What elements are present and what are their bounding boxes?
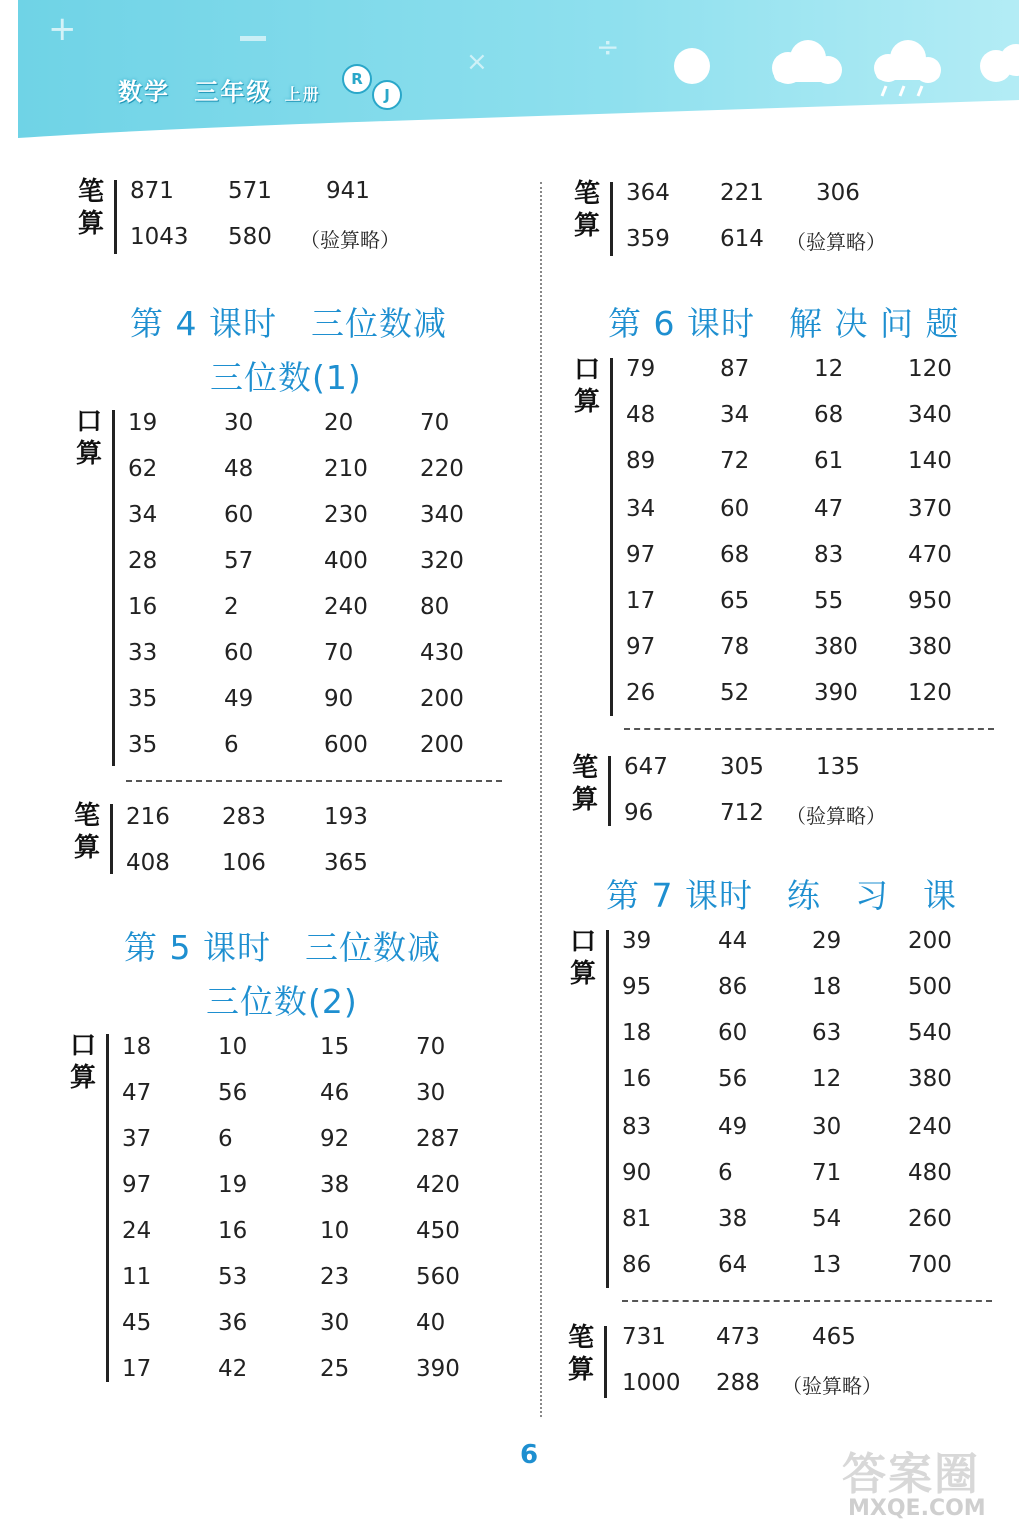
answer-cell: 200 <box>908 928 952 954</box>
answer-cell: 6 <box>718 1160 733 1186</box>
answer-cell: 450 <box>416 1218 460 1244</box>
answer-cell: 86 <box>622 1252 652 1278</box>
answer-cell: 10 <box>218 1034 248 1060</box>
answer-cell: （验算略） <box>786 230 886 254</box>
answer-cell: 16 <box>218 1218 248 1244</box>
answer-cell: 97 <box>122 1172 152 1198</box>
answer-cell: 25 <box>320 1356 350 1382</box>
answer-cell: 48 <box>626 402 656 428</box>
block-label: 笔算 <box>73 801 100 863</box>
section-title-lesson-5: 第 5 课时 三位数减 <box>124 928 441 967</box>
answer-cell: 96 <box>624 800 654 826</box>
book-title <box>118 72 321 107</box>
answer-cell: 68 <box>814 402 844 428</box>
answer-cell: 87 <box>720 356 750 382</box>
answer-cell: 97 <box>626 634 656 660</box>
subject-label: 数学 <box>118 78 170 106</box>
answer-cell: 370 <box>908 496 952 522</box>
block-label: 口算 <box>573 355 600 417</box>
answer-cell: 15 <box>320 1034 350 1060</box>
answer-cell: 200 <box>420 686 464 712</box>
block-label: 口算 <box>75 407 102 469</box>
answer-cell: 60 <box>224 502 254 528</box>
answer-cell: 614 <box>720 226 764 252</box>
answer-cell: 89 <box>626 448 656 474</box>
answer-cell: 56 <box>718 1066 748 1092</box>
answer-cell: 26 <box>626 680 656 706</box>
answer-cell: 473 <box>716 1324 760 1350</box>
answer-cell: 19 <box>128 410 158 436</box>
answer-cell: 47 <box>122 1080 152 1106</box>
answer-cell: 420 <box>416 1172 460 1198</box>
answer-cell: 92 <box>320 1126 350 1152</box>
answer-cell: 470 <box>908 542 952 568</box>
block-bar <box>604 1326 607 1398</box>
dashed-separator <box>624 728 994 730</box>
answer-cell: 30 <box>812 1114 842 1140</box>
answer-cell: 90 <box>324 686 354 712</box>
answer-cell: 61 <box>814 448 844 474</box>
answer-cell: 500 <box>908 974 952 1000</box>
answer-cell: 120 <box>908 680 952 706</box>
block-label: 口算 <box>69 1031 96 1093</box>
answer-cell: 6 <box>224 732 239 758</box>
answer-cell: 38 <box>718 1206 748 1232</box>
answer-cell: 16 <box>622 1066 652 1092</box>
answer-cell: 390 <box>814 680 858 706</box>
answer-cell: 33 <box>128 640 158 666</box>
answer-cell: 23 <box>320 1264 350 1290</box>
answer-cell: 365 <box>324 850 368 876</box>
answer-cell: 390 <box>416 1356 460 1382</box>
answer-cell: 34 <box>626 496 656 522</box>
edition-badge-j: J <box>372 80 402 110</box>
answer-cell: 29 <box>812 928 842 954</box>
answer-cell: 64 <box>718 1252 748 1278</box>
answer-cell: 240 <box>908 1114 952 1140</box>
answer-cell: 12 <box>812 1066 842 1092</box>
answer-cell: 30 <box>416 1080 446 1106</box>
answer-cell: 364 <box>626 180 670 206</box>
answer-cell: 200 <box>420 732 464 758</box>
answer-cell: 288 <box>716 1370 760 1396</box>
answer-cell: 42 <box>218 1356 248 1382</box>
answer-cell: 941 <box>326 178 370 204</box>
answer-cell: 380 <box>814 634 858 660</box>
watermark-url: MXQE.COM <box>848 1496 986 1521</box>
answer-cell: 10 <box>320 1218 350 1244</box>
answer-cell: 571 <box>228 178 272 204</box>
dashed-separator <box>622 1300 992 1302</box>
block-bar <box>106 1034 109 1382</box>
answer-cell: 380 <box>908 634 952 660</box>
answer-cell: 47 <box>814 496 844 522</box>
answer-cell: 210 <box>324 456 368 482</box>
answer-cell: 53 <box>218 1264 248 1290</box>
answer-cell: 647 <box>624 754 668 780</box>
column-divider <box>540 182 542 1417</box>
answer-cell: 37 <box>122 1126 152 1152</box>
answer-cell: 18 <box>122 1034 152 1060</box>
answer-cell: 400 <box>324 548 368 574</box>
answer-cell: 40 <box>416 1310 446 1336</box>
answer-cell: 44 <box>718 928 748 954</box>
answer-cell: 38 <box>320 1172 350 1198</box>
block-bar <box>610 182 613 256</box>
answer-cell: 359 <box>626 226 670 252</box>
answer-cell: 17 <box>122 1356 152 1382</box>
dashed-separator <box>126 780 502 782</box>
answer-cell: 283 <box>222 804 266 830</box>
answer-cell: 56 <box>218 1080 248 1106</box>
answer-cell: 306 <box>816 180 860 206</box>
answer-cell: 57 <box>224 548 254 574</box>
edition-badge-r: R <box>342 64 372 94</box>
answer-cell: 54 <box>812 1206 842 1232</box>
answer-cell: 135 <box>816 754 860 780</box>
answer-cell: 80 <box>420 594 450 620</box>
block-bar <box>610 358 613 716</box>
answer-cell: 340 <box>908 402 952 428</box>
answer-cell: 216 <box>126 804 170 830</box>
answer-cell: 221 <box>720 180 764 206</box>
answer-cell: 12 <box>814 356 844 382</box>
answer-cell: 17 <box>626 588 656 614</box>
answer-cell: 380 <box>908 1066 952 1092</box>
answer-cell: 18 <box>812 974 842 1000</box>
answer-cell: 11 <box>122 1264 152 1290</box>
answer-cell: 340 <box>420 502 464 528</box>
answer-cell: 71 <box>812 1160 842 1186</box>
block-label: 笔算 <box>571 753 598 815</box>
answer-cell: 700 <box>908 1252 952 1278</box>
answer-cell: 871 <box>130 178 174 204</box>
answer-cell: 70 <box>324 640 354 666</box>
watermark <box>842 1438 1012 1528</box>
answer-cell: 36 <box>218 1310 248 1336</box>
section-title-lesson-7: 第 7 课时 练 习 课 <box>606 876 957 915</box>
answer-cell: 35 <box>128 686 158 712</box>
answer-cell: 70 <box>420 410 450 436</box>
page-number: 6 <box>520 1440 539 1470</box>
header-banner <box>18 0 1019 138</box>
answer-cell: 49 <box>224 686 254 712</box>
answer-cell: 52 <box>720 680 750 706</box>
answer-cell: 60 <box>224 640 254 666</box>
banner-background <box>18 0 1019 138</box>
answer-cell: 65 <box>720 588 750 614</box>
answer-cell: 83 <box>814 542 844 568</box>
answer-cell: 260 <box>908 1206 952 1232</box>
answer-cell: 30 <box>224 410 254 436</box>
block-bar <box>110 804 113 874</box>
answer-cell: 193 <box>324 804 368 830</box>
answer-cell: 13 <box>812 1252 842 1278</box>
answer-cell: 81 <box>622 1206 652 1232</box>
answer-cell: 35 <box>128 732 158 758</box>
answer-cell: 480 <box>908 1160 952 1186</box>
answer-cell: 20 <box>324 410 354 436</box>
answer-cell: 600 <box>324 732 368 758</box>
answer-cell: 39 <box>622 928 652 954</box>
answer-cell: 97 <box>626 542 656 568</box>
answer-cell: 55 <box>814 588 844 614</box>
answer-cell: 49 <box>718 1114 748 1140</box>
answer-cell: 95 <box>622 974 652 1000</box>
answer-cell: 305 <box>720 754 764 780</box>
block-label: 笔算 <box>573 179 600 241</box>
watermark-logo: 答案圈 <box>842 1449 980 1500</box>
answer-cell: 24 <box>122 1218 152 1244</box>
answer-cell: 220 <box>420 456 464 482</box>
answer-cell: 430 <box>420 640 464 666</box>
answer-cell: （验算略） <box>786 804 886 828</box>
answer-cell: （验算略） <box>300 228 400 252</box>
answer-cell: 731 <box>622 1324 666 1350</box>
volume-label: 上册 <box>284 85 321 104</box>
block-bar <box>112 410 115 766</box>
answer-cell: 950 <box>908 588 952 614</box>
answer-cell: 120 <box>908 356 952 382</box>
answer-cell: 28 <box>128 548 158 574</box>
answer-cell: 287 <box>416 1126 460 1152</box>
answer-cell: 63 <box>812 1020 842 1046</box>
answer-cell: 712 <box>720 800 764 826</box>
grade-label: 三年级 <box>194 78 273 106</box>
answer-cell: 6 <box>218 1126 233 1152</box>
answer-cell: 240 <box>324 594 368 620</box>
answer-cell: 70 <box>416 1034 446 1060</box>
answer-cell: 19 <box>218 1172 248 1198</box>
answer-cell: 79 <box>626 356 656 382</box>
block-label: 笔算 <box>567 1323 594 1385</box>
answer-cell: 140 <box>908 448 952 474</box>
answer-cell: 72 <box>720 448 750 474</box>
answer-cell: 18 <box>622 1020 652 1046</box>
answer-cell: 30 <box>320 1310 350 1336</box>
answer-cell: 580 <box>228 224 272 250</box>
answer-cell: 560 <box>416 1264 460 1290</box>
section-subtitle-lesson-4: 三位数(1) <box>210 358 362 397</box>
answer-cell: （验算略） <box>782 1374 882 1398</box>
section-subtitle-lesson-5: 三位数(2) <box>206 982 358 1021</box>
answer-cell: 320 <box>420 548 464 574</box>
answer-cell: 540 <box>908 1020 952 1046</box>
answer-cell: 230 <box>324 502 368 528</box>
answer-cell: 465 <box>812 1324 856 1350</box>
answer-cell: 1043 <box>130 224 189 250</box>
section-title-lesson-4: 第 4 课时 三位数减 <box>130 304 447 343</box>
answer-cell: 1000 <box>622 1370 681 1396</box>
answer-cell: 2 <box>224 594 239 620</box>
answer-cell: 34 <box>128 502 158 528</box>
answer-cell: 16 <box>128 594 158 620</box>
block-label: 笔算 <box>77 177 104 239</box>
answer-cell: 60 <box>718 1020 748 1046</box>
answer-cell: 90 <box>622 1160 652 1186</box>
svg-text:+: + <box>48 9 77 49</box>
answer-cell: 106 <box>222 850 266 876</box>
block-bar <box>114 180 117 254</box>
answer-cell: 408 <box>126 850 170 876</box>
answer-cell: 78 <box>720 634 750 660</box>
answer-cell: 60 <box>720 496 750 522</box>
block-bar <box>606 930 609 1288</box>
svg-text:×: × <box>466 47 488 77</box>
answer-cell: 34 <box>720 402 750 428</box>
answer-cell: 48 <box>224 456 254 482</box>
block-bar <box>608 756 611 826</box>
answer-cell: 45 <box>122 1310 152 1336</box>
answer-cell: 62 <box>128 456 158 482</box>
answer-cell: 86 <box>718 974 748 1000</box>
svg-text:÷: ÷ <box>596 30 620 63</box>
block-label: 口算 <box>569 927 596 989</box>
section-title-lesson-6: 第 6 课时 解 决 问 题 <box>608 304 960 343</box>
answer-cell: 46 <box>320 1080 350 1106</box>
answer-cell: 83 <box>622 1114 652 1140</box>
answer-cell: 68 <box>720 542 750 568</box>
